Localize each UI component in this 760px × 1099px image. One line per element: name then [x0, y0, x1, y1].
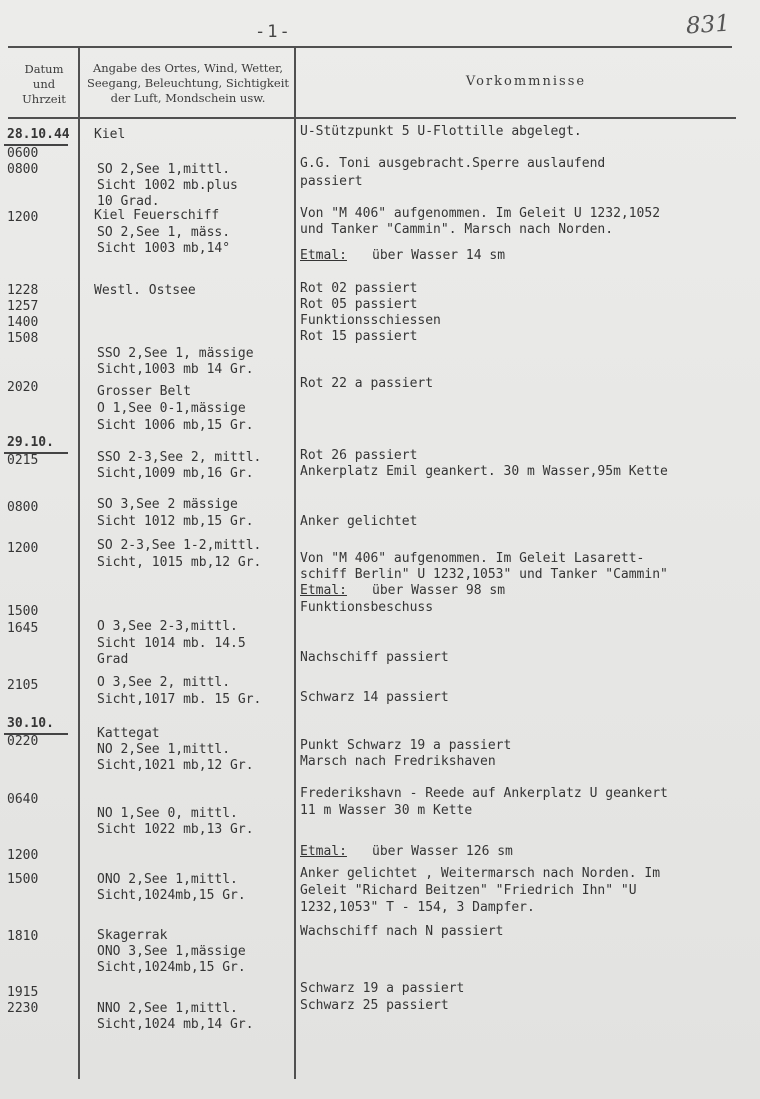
row-time: 2230	[7, 1001, 39, 1016]
row-location: Sicht 1003 mb,14°	[97, 241, 231, 256]
row-location: Sicht,1003 mb 14 Gr.	[97, 362, 254, 377]
row-time: 1500	[7, 872, 39, 887]
etmal-label: Etmal:	[300, 248, 347, 263]
row-event: 1232,1053" T - 154, 3 Dampfer.	[300, 900, 535, 915]
row-event: Funktionsbeschuss	[300, 600, 434, 615]
row-time: 0640	[7, 792, 39, 807]
row-time: 0800	[7, 500, 39, 515]
row-time: 1810	[7, 929, 39, 944]
header-date: Datum und Uhrzeit	[22, 62, 66, 106]
row-event: schiff Berlin" U 1232,1053" und Tanker "Cammin"	[300, 567, 668, 582]
row-time: 2105	[7, 678, 39, 693]
header-bottom-rule	[8, 117, 736, 119]
row-location: Sicht 1002 mb.plus	[97, 178, 238, 193]
row-location: Sicht 1006 mb,15 Gr.	[97, 418, 254, 433]
row-location: SSO 2-3,See 2, mittl.	[97, 450, 262, 465]
etmal-distance: über Wasser 98 sm	[372, 583, 506, 598]
row-location: Sicht 1014 mb. 14.5	[97, 636, 246, 651]
etmal-label: Etmal:	[300, 844, 347, 859]
row-time: 2020	[7, 380, 39, 395]
row-location: 10 Grad.	[97, 194, 160, 209]
etmal-label: Etmal:	[300, 583, 347, 598]
row-event: Rot 05 passiert	[300, 297, 418, 312]
row-location: Grad	[97, 652, 129, 667]
row-location: Kattegat	[97, 726, 160, 741]
row-location: SSO 2,See 1, mässige	[97, 346, 254, 361]
row-event: Wachschiff nach N passiert	[300, 924, 504, 939]
row-location: Kiel Feuerschiff	[94, 208, 220, 223]
row-time: 1200	[7, 210, 39, 225]
row-location: ONO 2,See 1,mittl.	[97, 872, 238, 887]
row-event: Rot 26 passiert	[300, 448, 418, 463]
row-location: NO 1,See 0, mittl.	[97, 806, 238, 821]
row-event: Von "M 406" aufgenommen. Im Geleit Lasarett-	[300, 551, 645, 566]
row-location: SO 2,See 1, mäss.	[97, 225, 231, 240]
row-event: Von "M 406" aufgenommen. Im Geleit U 1232,1052	[300, 206, 661, 221]
row-time: 1228	[7, 283, 39, 298]
row-event: Funktionsschiessen	[300, 313, 441, 328]
row-event: und Tanker "Cammin". Marsch nach Norden.	[300, 222, 614, 237]
row-time: 1400	[7, 315, 39, 330]
row-location: O 1,See 0-1,mässige	[97, 401, 246, 416]
row-event: Schwarz 25 passiert	[300, 998, 449, 1013]
row-time: 1500	[7, 604, 39, 619]
row-location: Westl. Ostsee	[94, 283, 196, 298]
row-event: Nachschiff passiert	[300, 650, 449, 665]
row-location: Sicht,1009 mb,16 Gr.	[97, 466, 254, 481]
row-location: Grosser Belt	[97, 384, 191, 399]
row-location: O 3,See 2-3,mittl.	[97, 619, 238, 634]
row-event: Rot 22 a passiert	[300, 376, 434, 391]
row-location: NO 2,See 1,mittl.	[97, 742, 231, 757]
header-events: Vorkommnisse	[465, 74, 587, 89]
row-location: Sicht,1024mb,15 Gr.	[97, 888, 246, 903]
row-location: SO 2-3,See 1-2,mittl.	[97, 538, 262, 553]
row-time: 1200	[7, 848, 39, 863]
row-time: 0215	[7, 453, 39, 468]
row-event: G.G. Toni ausgebracht.Sperre auslaufend	[300, 156, 606, 171]
row-event: Rot 15 passiert	[300, 329, 418, 344]
row-time: 0600	[7, 146, 39, 161]
row-event: Anker gelichtet	[300, 514, 418, 529]
row-time: 1200	[7, 541, 39, 556]
row-location: ONO 3,See 1,mässige	[97, 944, 246, 959]
row-event: Rot 02 passiert	[300, 281, 418, 296]
row-time: 1257	[7, 299, 39, 314]
row-event: Frederikshavn - Reede auf Ankerplatz U geankert	[300, 786, 668, 801]
archive-number: 831	[685, 10, 731, 40]
page-number: -1-	[255, 22, 292, 42]
row-location: Sicht,1017 mb. 15 Gr.	[97, 692, 262, 707]
row-time: 1645	[7, 621, 39, 636]
row-location: Sicht 1022 mb,13 Gr.	[97, 822, 254, 837]
row-event: U-Stützpunkt 5 U-Flottille abgelegt.	[300, 124, 582, 139]
row-event: passiert	[300, 174, 363, 189]
row-location: SO 2,See 1,mittl.	[97, 162, 231, 177]
row-location: Sicht, 1015 mb,12 Gr.	[97, 555, 262, 570]
row-date: 30.10.	[7, 716, 54, 731]
row-event: Anker gelichtet , Weitermarsch nach Norden. Im	[300, 866, 661, 881]
row-date: 28.10.44	[7, 127, 70, 142]
row-location: NNO 2,See 1,mittl.	[97, 1001, 238, 1016]
row-location: Sicht,1021 mb,12 Gr.	[97, 758, 254, 773]
row-time: 1508	[7, 331, 39, 346]
row-location: SO 3,See 2 mässige	[97, 497, 238, 512]
column-divider-date	[78, 48, 80, 1079]
row-event: Marsch nach Fredrikshaven	[300, 754, 496, 769]
row-event: Schwarz 14 passiert	[300, 690, 449, 705]
row-location: O 3,See 2, mittl.	[97, 675, 231, 690]
row-location: Sicht 1012 mb,15 Gr.	[97, 514, 254, 529]
column-divider-location	[294, 48, 296, 1079]
row-event: Ankerplatz Emil geankert. 30 m Wasser,95m Kette	[300, 464, 668, 479]
row-event: Geleit "Richard Beitzen" "Friedrich Ihn" "U	[300, 883, 637, 898]
row-event: 11 m Wasser 30 m Kette	[300, 803, 473, 818]
row-time: 0220	[7, 734, 39, 749]
row-location: Sicht,1024 mb,14 Gr.	[97, 1017, 254, 1032]
row-time: 0800	[7, 162, 39, 177]
row-location: Kiel	[94, 127, 126, 142]
header-location: Angabe des Ortes, Wind, Wetter, Seegang, Beleuchtung, Sichtigkeit der Luft, Mondschein usw.	[86, 61, 290, 105]
row-date: 29.10.	[7, 435, 54, 450]
etmal-distance: über Wasser 14 sm	[372, 248, 506, 263]
row-time: 1915	[7, 985, 39, 1000]
row-event: Schwarz 19 a passiert	[300, 981, 465, 996]
row-event: Punkt Schwarz 19 a passiert	[300, 738, 512, 753]
table-top-rule	[8, 46, 732, 48]
row-location: Skagerrak	[97, 928, 168, 943]
etmal-distance: über Wasser 126 sm	[372, 844, 513, 859]
row-location: Sicht,1024mb,15 Gr.	[97, 960, 246, 975]
